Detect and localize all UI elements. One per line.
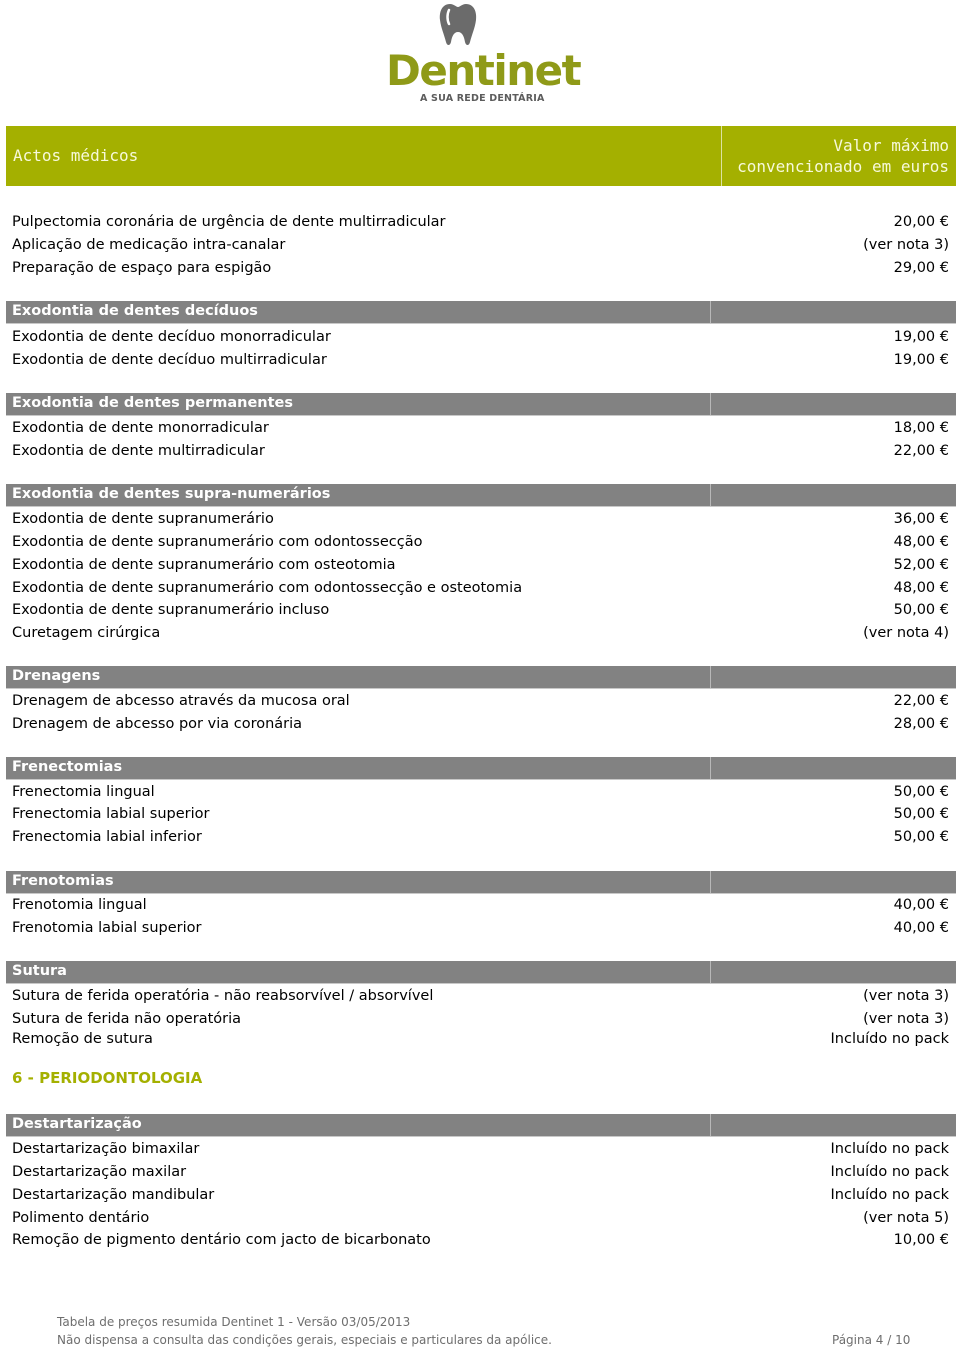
section-header xyxy=(6,666,956,689)
table-row xyxy=(12,211,949,234)
item-price: 48,00 € xyxy=(893,534,949,550)
item-description: Drenagem de abcesso por via coronária xyxy=(12,716,303,732)
item-price: 28,00 € xyxy=(893,716,949,732)
header-price-line2: convencionado em euros xyxy=(737,157,949,176)
logo-tagline: A SUA REDE DENTÁRIA xyxy=(420,93,545,104)
item-description: Destartarização bimaxilar xyxy=(12,1141,200,1157)
item-description: Remoção de sutura xyxy=(12,1031,153,1047)
item-price: 29,00 € xyxy=(893,260,949,276)
item-description: Frenectomia labial inferior xyxy=(12,829,202,845)
item-description: Frenectomia lingual xyxy=(12,784,155,800)
item-description: Frenectomia labial superior xyxy=(12,806,210,822)
item-price: Incluído no pack xyxy=(830,1187,949,1203)
table-row xyxy=(12,577,949,600)
item-description: Exodontia de dente decíduo multirradicular xyxy=(12,352,327,368)
section-header xyxy=(6,484,956,507)
item-description: Exodontia de dente multirradicular xyxy=(12,443,265,459)
table-row xyxy=(12,1138,949,1161)
item-price: 36,00 € xyxy=(893,511,949,527)
table-row xyxy=(12,1161,949,1184)
item-price: (ver nota 4) xyxy=(863,625,949,641)
footer-version: Tabela de preços resumida Dentinet 1 - Versão 03/05/2013 xyxy=(57,1315,411,1329)
section-title: Frenectomias xyxy=(12,759,123,775)
chapter-title: 6 - PERIODONTOLOGIA xyxy=(12,1069,203,1087)
section-title: Exodontia de dentes supra-numerários xyxy=(12,486,331,502)
table-row xyxy=(12,508,949,531)
table-row xyxy=(12,1229,949,1252)
item-description: Pulpectomia coronária de urgência de dente multirradicular xyxy=(12,214,446,230)
item-description: Exodontia de dente supranumerário com osteotomia xyxy=(12,557,396,573)
item-price: (ver nota 3) xyxy=(863,988,949,1004)
item-description: Destartarização maxilar xyxy=(12,1164,187,1180)
item-price: (ver nota 3) xyxy=(863,237,949,253)
item-description: Exodontia de dente supranumerário com odontossecção e osteotomia xyxy=(12,580,523,596)
section-title: Exodontia de dentes decíduos xyxy=(12,303,258,319)
header-price-column xyxy=(721,126,957,186)
item-description: Frenotomia lingual xyxy=(12,897,147,913)
section-title: Drenagens xyxy=(12,668,101,684)
item-price: Incluído no pack xyxy=(830,1164,949,1180)
footer-disclaimer: Não dispensa a consulta das condições gerais, especiais e particulares da apólice. xyxy=(57,1333,552,1347)
table-row xyxy=(12,554,949,577)
item-price: 52,00 € xyxy=(893,557,949,573)
item-price: 40,00 € xyxy=(893,920,949,936)
footer-page-number: Página 4 / 10 xyxy=(832,1333,911,1347)
table-row xyxy=(12,1207,949,1230)
table-row xyxy=(12,894,949,917)
item-price: (ver nota 3) xyxy=(863,1011,949,1027)
item-price: 20,00 € xyxy=(893,214,949,230)
item-description: Destartarização mandibular xyxy=(12,1187,215,1203)
item-price: 19,00 € xyxy=(893,352,949,368)
item-price: 50,00 € xyxy=(893,784,949,800)
table-row xyxy=(12,690,949,713)
header-acts: Actos médicos xyxy=(13,146,139,165)
table-row xyxy=(12,234,949,257)
section-title: Sutura xyxy=(12,963,67,979)
dentinet-logo xyxy=(380,0,581,108)
section-title: Frenotomias xyxy=(12,873,114,889)
table-row xyxy=(12,826,949,849)
table-row xyxy=(12,1184,949,1207)
section-header xyxy=(6,393,956,416)
item-description: Polimento dentário xyxy=(12,1210,150,1226)
item-description: Preparação de espaço para espigão xyxy=(12,260,272,276)
table-row xyxy=(12,985,949,1008)
item-description: Frenotomia labial superior xyxy=(12,920,202,936)
table-row xyxy=(12,417,949,440)
item-price: 22,00 € xyxy=(893,443,949,459)
item-price: 22,00 € xyxy=(893,693,949,709)
item-description: Exodontia de dente supranumerário incluso xyxy=(12,602,330,618)
table-row xyxy=(12,1028,949,1051)
section-header xyxy=(6,757,956,780)
table-row xyxy=(12,349,949,372)
section-header xyxy=(6,1114,956,1137)
item-description: Exodontia de dente supranumerário xyxy=(12,511,274,527)
item-price: 10,00 € xyxy=(893,1232,949,1248)
section-title: Destartarização xyxy=(12,1116,142,1132)
table-header xyxy=(6,126,956,186)
table-row xyxy=(12,781,949,804)
section-header xyxy=(6,301,956,324)
item-price: Incluído no pack xyxy=(830,1031,949,1047)
header-price-line1: Valor máximo xyxy=(833,136,949,155)
item-price: 50,00 € xyxy=(893,602,949,618)
item-description: Exodontia de dente monorradicular xyxy=(12,420,269,436)
item-price: 18,00 € xyxy=(893,420,949,436)
table-row xyxy=(12,531,949,554)
item-price: 19,00 € xyxy=(893,329,949,345)
item-description: Curetagem cirúrgica xyxy=(12,625,161,641)
logo-wordmark: Dentinet xyxy=(386,46,581,95)
table-row xyxy=(12,257,949,280)
section-header xyxy=(6,871,956,894)
item-price: Incluído no pack xyxy=(830,1141,949,1157)
table-row xyxy=(12,326,949,349)
table-row xyxy=(12,599,949,622)
section-title: Exodontia de dentes permanentes xyxy=(12,395,293,411)
item-description: Aplicação de medicação intra-canalar xyxy=(12,237,286,253)
item-price: 40,00 € xyxy=(893,897,949,913)
table-row xyxy=(12,622,949,645)
item-description: Exodontia de dente supranumerário com odontossecção xyxy=(12,534,423,550)
table-row xyxy=(12,713,949,736)
item-price: (ver nota 5) xyxy=(863,1210,949,1226)
item-price: 50,00 € xyxy=(893,829,949,845)
item-description: Drenagem de abcesso através da mucosa oral xyxy=(12,693,350,709)
table-row xyxy=(12,917,949,940)
item-description: Sutura de ferida não operatória xyxy=(12,1011,242,1027)
item-description: Exodontia de dente decíduo monorradicular xyxy=(12,329,331,345)
table-row xyxy=(12,803,949,826)
item-price: 50,00 € xyxy=(893,806,949,822)
item-description: Sutura de ferida operatória - não reabsorvível / absorvível xyxy=(12,988,434,1004)
item-description: Remoção de pigmento dentário com jacto de bicarbonato xyxy=(12,1232,431,1248)
table-row xyxy=(12,440,949,463)
section-header xyxy=(6,961,956,984)
item-price: 48,00 € xyxy=(893,580,949,596)
